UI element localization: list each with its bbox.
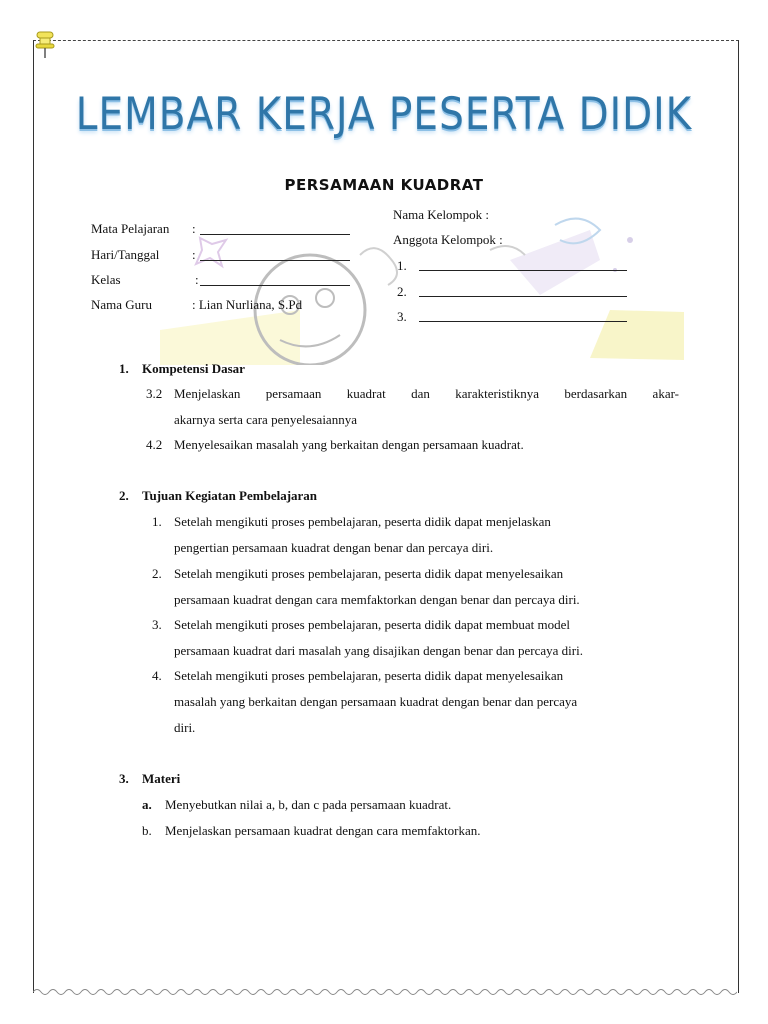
item-text: persamaan kuadrat dari masalah yang disajikan dengan benar dan percaya diri. [174,643,583,658]
anggota-kelompok-label: Anggota Kelompok : [393,232,503,247]
member-number: 1. [397,258,407,273]
pushpin-icon [34,30,56,60]
kelas-field[interactable] [200,285,350,286]
mata-pelajaran-field[interactable] [200,234,350,235]
item-text: Setelah mengikuti proses pembelajaran, peserta didik dapat membuat model [174,617,571,632]
item-number: 3. [152,617,162,632]
member-1-field[interactable] [419,270,627,271]
item-text: masalah yang berkaitan dengan persamaan kuadrat dengan benar dan percaya [174,694,578,709]
item-number: 2. [152,566,162,581]
item-text: Setelah mengikuti proses pembelajaran, peserta didik dapat menjelaskan [174,514,551,529]
mata-pelajaran-colon: : [192,221,196,236]
section-number: 3. [119,771,129,786]
member-3-field[interactable] [419,321,627,322]
mata-pelajaran-label: Mata Pelajaran [91,221,170,236]
section-heading-tujuan: Tujuan Kegiatan Pembelajaran [142,488,318,503]
hari-tanggal-label: Hari/Tanggal [91,247,160,262]
item-number: 4.2 [146,437,163,452]
member-number: 3. [397,309,407,324]
kelas-colon: : [195,272,199,287]
section-number: 1. [119,361,129,376]
item-text: akarnya serta cara penyelesaiannya [174,412,357,427]
hari-tanggal-colon: : [192,247,196,262]
hari-tanggal-field[interactable] [200,260,350,261]
item-number: b. [142,823,152,838]
nama-guru-label: Nama Guru [91,297,153,312]
item-text: Setelah mengikuti proses pembelajaran, peserta didik dapat menyelesaikan [174,668,564,683]
member-2-field[interactable] [419,296,627,297]
item-text: Menjelaskan persamaan kuadrat dan karakteristiknya berdasarkan akar- [174,386,679,401]
item-number: 1. [152,514,162,529]
item-text: Menjelaskan persamaan kuadrat dengan cara memfaktorkan. [165,823,481,838]
item-text: Menyebutkan nilai a, b, dan c pada persamaan kuadrat. [165,797,452,812]
item-text: diri. [174,720,196,735]
item-number: 3.2 [146,386,163,401]
member-number: 2. [397,284,407,299]
document-subtitle: PERSAMAAN KUADRAT [284,176,484,194]
section-number: 2. [119,488,129,503]
section-heading-kompetensi: Kompetensi Dasar [142,361,245,376]
kelas-label: Kelas [91,272,121,287]
item-text: pengertian persamaan kuadrat dengan benar dan percaya diri. [174,540,494,555]
item-number: 4. [152,668,162,683]
page-break-wave [33,984,737,998]
item-text: persamaan kuadrat dengan cara memfaktorkan dengan benar dan percaya diri. [174,592,580,607]
section-heading-materi: Materi [142,771,181,786]
cartoon-doodle-background [160,200,684,365]
document-title: LEMBAR KERJA PESERTA DIDIK [75,88,693,141]
item-text: Menyelesaikan masalah yang berkaitan dengan persamaan kuadrat. [174,437,524,452]
item-text: Setelah mengikuti proses pembelajaran, peserta didik dapat menyelesaikan [174,566,564,581]
nama-kelompok-label: Nama Kelompok : [393,207,490,222]
item-number: a. [142,797,152,812]
nama-guru-value: : Lian Nurliana, S.Pd [192,297,303,312]
